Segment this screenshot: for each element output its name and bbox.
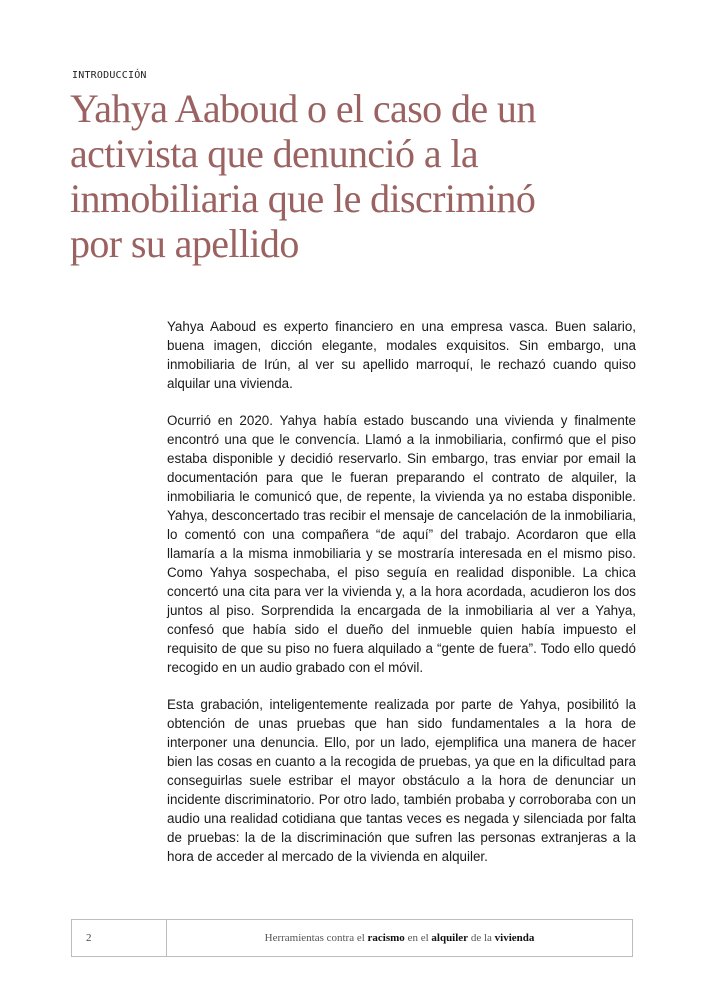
footer-title-keyword: racismo [367, 932, 405, 944]
footer-title-part: de la [468, 932, 495, 944]
paragraph-1: Yahya Aaboud es experto financiero en una empresa vasca. Buen salario, buena imagen, dicción elegante, modales exquisitos. Sin embargo, una inmobiliaria de Irún, al ver su apellido marroquí, le rechazó cuando quiso alquilar una vivienda. [167, 319, 636, 391]
paragraph-2: Ocurrió en 2020. Yahya había estado buscando una vivienda y finalmente encontró una que le convencía. Llamó a la inmobiliaria, confirmó que el piso estaba disponible y decidió reservarlo. Sin embargo, tras enviar por email la documentación para que le fueran preparando el contrato de alquiler, la inmobiliaria le comunicó que, de repente, la vivienda ya no estaba disponible. Yahya, desconcertado tras recibir el mensaje de cancelación de la inmobiliaria, lo comentó con una compañera “de aquí” del trabajo. Acordaron que ella llamaría a la misma inmobiliaria y se mostraría interesada en el mismo piso. Como Yahya sospechaba, el piso seguía en realidad disponible. La chica concertó una cita para ver la vivienda y, a la hora acordada, acudieron los dos juntos al piso. Sorprendida la encargada de la inmobiliaria al ver a Yahya, confesó que había sido el dueño del inmueble quien había impuesto el requisito de que su piso no fuera alquilado a “gente de fuera”. Todo ello quedó recogido en un audio grabado con el móvil. [167, 413, 636, 675]
footer-title-keyword: vivienda [494, 932, 535, 944]
page-number-box [71, 920, 167, 957]
page-title: Yahya Aaboud o el caso de un activista que denunció a la inmobiliaria que le discriminó por su apellido [70, 86, 536, 266]
page-footer [71, 919, 633, 957]
footer-publication-title [167, 932, 632, 944]
footer-title-keyword: alquiler [431, 932, 469, 944]
footer-title-part: en el [404, 932, 432, 944]
section-label: INTRODUCCIÓN [72, 70, 147, 81]
footer-title-part: Herramientas contra el [264, 932, 368, 944]
page-number: 2 [86, 932, 92, 944]
article-body [167, 317, 636, 884]
paragraph-3: Esta grabación, inteligentemente realizada por parte de Yahya, posibilitó la obtención de unas pruebas que han sido fundamentales a la hora de interponer una denuncia. Ello, por un lado, ejemplifica una manera de hacer bien las cosas en cuanto a la recogida de pruebas, ya que en la dificultad para conseguirlas suele estribar el mayor obstáculo a la hora de denunciar un incidente discriminatorio. Por otro lado, también probaba y corroboraba con un audio una realidad cotidiana que tantas veces es negada y silenciada por falta de pruebas: la de la discriminación que sufren las personas extranjeras a la hora de acceder al mercado de la vivienda en alquiler. [167, 697, 636, 864]
